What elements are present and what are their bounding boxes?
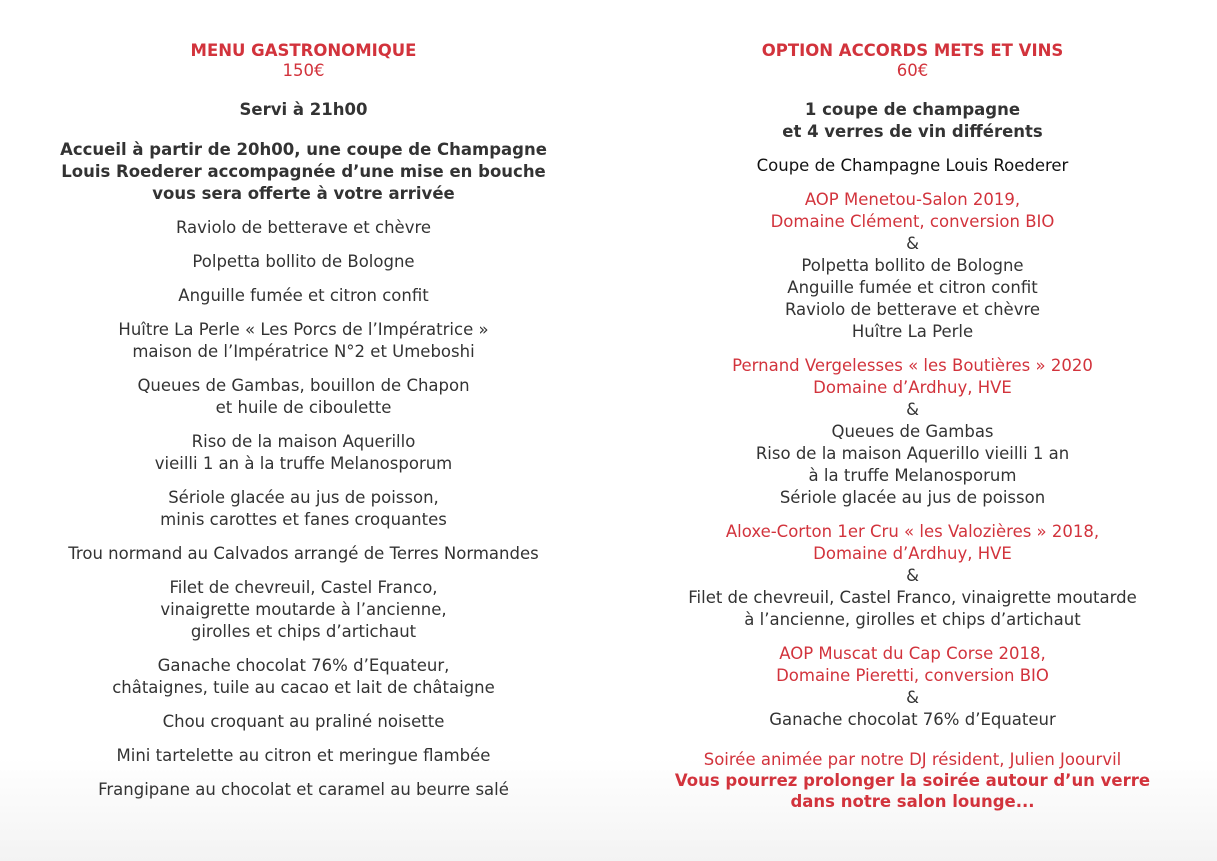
evening-footer bbox=[608, 749, 1217, 812]
course bbox=[0, 655, 607, 699]
course-line: châtaignes, tuile au cacao et lait de châtaigne bbox=[112, 678, 495, 697]
menu-column bbox=[0, 41, 607, 801]
course-line: vieilli 1 an à la truffe Melanosporum bbox=[154, 454, 453, 473]
course-line: maison de l’Impératrice N°2 et Umeboshi bbox=[132, 342, 475, 361]
course-line: Chou croquant au praliné noisette bbox=[162, 712, 445, 731]
paired-dish: Raviolo de betterave et chèvre bbox=[784, 300, 1041, 319]
paired-dish: à la truffe Melanosporum bbox=[808, 466, 1017, 485]
course bbox=[0, 431, 607, 475]
course bbox=[0, 779, 607, 801]
course bbox=[0, 745, 607, 767]
course-line: vinaigrette moutarde à l’ancienne, bbox=[160, 600, 447, 619]
ampersand: & bbox=[906, 234, 919, 253]
course-line: Riso de la maison Aquerillo bbox=[191, 432, 416, 451]
champagne-line: Coupe de Champagne Louis Roederer bbox=[756, 156, 1069, 175]
course bbox=[0, 487, 607, 531]
summary-line: et 4 verres de vin différents bbox=[782, 122, 1043, 141]
pairing-price: 60€ bbox=[896, 61, 929, 80]
course bbox=[0, 285, 607, 307]
ampersand: & bbox=[906, 688, 919, 707]
course bbox=[0, 375, 607, 419]
course-line: Frangipane au chocolat et caramel au beurre salé bbox=[98, 780, 509, 799]
course-line: Polpetta bollito de Bologne bbox=[192, 252, 415, 271]
wine-name: Domaine Pieretti, conversion BIO bbox=[776, 666, 1049, 685]
course bbox=[0, 577, 607, 643]
pairing-summary bbox=[608, 99, 1217, 143]
course bbox=[0, 217, 607, 239]
lounge-line: Vous pourrez prolonger la soirée autour d’un verre bbox=[674, 771, 1151, 790]
summary-line: 1 coupe de champagne bbox=[804, 100, 1021, 119]
wine-name: Pernand Vergelesses « les Boutières » 2020 bbox=[732, 356, 1093, 375]
course-line: Huître La Perle « Les Porcs de l’Impératrice » bbox=[118, 320, 489, 339]
wine-name: AOP Muscat du Cap Corse 2018, bbox=[779, 644, 1046, 663]
welcome-line: Louis Roederer accompagnée d’une mise en bouche bbox=[61, 162, 546, 181]
course-line: Trou normand au Calvados arrangé de Terres Normandes bbox=[68, 544, 539, 563]
lounge-line: dans notre salon lounge... bbox=[790, 792, 1035, 811]
welcome-line: Accueil à partir de 20h00, une coupe de Champagne bbox=[60, 140, 547, 159]
course-line: Filet de chevreuil, Castel Franco, bbox=[169, 578, 438, 597]
paired-dish: Anguille fumée et citron confit bbox=[787, 278, 1038, 297]
wine-name: Domaine d’Ardhuy, HVE bbox=[813, 544, 1012, 563]
wine-pairing-column bbox=[608, 41, 1217, 812]
served-time: Servi à 21h00 bbox=[239, 100, 368, 119]
wine-name: Domaine d’Ardhuy, HVE bbox=[813, 378, 1012, 397]
course-line: Anguille fumée et citron confit bbox=[178, 286, 429, 305]
course bbox=[0, 319, 607, 363]
paired-dish: Riso de la maison Aquerillo vieilli 1 an bbox=[755, 444, 1070, 463]
pairing-block bbox=[608, 189, 1217, 343]
dj-announcement: Soirée animée par notre DJ résident, Julien Joourvil bbox=[703, 750, 1122, 769]
pairing-block bbox=[608, 355, 1217, 509]
menu-title: MENU GASTRONOMIQUE bbox=[190, 41, 417, 60]
paired-dish: Ganache chocolat 76% d’Equateur bbox=[769, 710, 1056, 729]
course-line: Ganache chocolat 76% d’Equateur, bbox=[157, 656, 450, 675]
wine-name: Aloxe-Corton 1er Cru « les Valozières » 2018, bbox=[725, 522, 1100, 541]
pairing-title: OPTION ACCORDS METS ET VINS bbox=[761, 41, 1064, 60]
wine-name: AOP Menetou-Salon 2019, bbox=[804, 190, 1021, 209]
wine-name: Domaine Clément, conversion BIO bbox=[770, 212, 1055, 231]
pairing-block bbox=[608, 643, 1217, 731]
course bbox=[0, 543, 607, 565]
paired-dish: à l’ancienne, girolles et chips d’artichaut bbox=[744, 610, 1081, 629]
welcome-text bbox=[0, 139, 607, 205]
course-line: Mini tartelette au citron et meringue flambée bbox=[116, 746, 491, 765]
course-line: Queues de Gambas, bouillon de Chapon bbox=[137, 376, 470, 395]
paired-dish: Polpetta bollito de Bologne bbox=[801, 256, 1024, 275]
paired-dish: Filet de chevreuil, Castel Franco, vinaigrette moutarde bbox=[688, 588, 1137, 607]
paired-dish: Sériole glacée au jus de poisson bbox=[779, 488, 1046, 507]
ampersand: & bbox=[906, 566, 919, 585]
course bbox=[0, 711, 607, 733]
paired-dish: Queues de Gambas bbox=[831, 422, 994, 441]
pairing-block bbox=[608, 521, 1217, 631]
course bbox=[0, 251, 607, 273]
paired-dish: Huître La Perle bbox=[851, 322, 974, 341]
course-line: girolles et chips d’artichaut bbox=[190, 622, 417, 641]
course-line: Raviolo de betterave et chèvre bbox=[175, 218, 432, 237]
welcome-line: vous sera offerte à votre arrivée bbox=[152, 184, 455, 203]
course-line: minis carottes et fanes croquantes bbox=[160, 510, 447, 529]
course-line: et huile de ciboulette bbox=[215, 398, 392, 417]
course-line: Sériole glacée au jus de poisson, bbox=[168, 488, 439, 507]
menu-price: 150€ bbox=[282, 61, 325, 80]
ampersand: & bbox=[906, 400, 919, 419]
